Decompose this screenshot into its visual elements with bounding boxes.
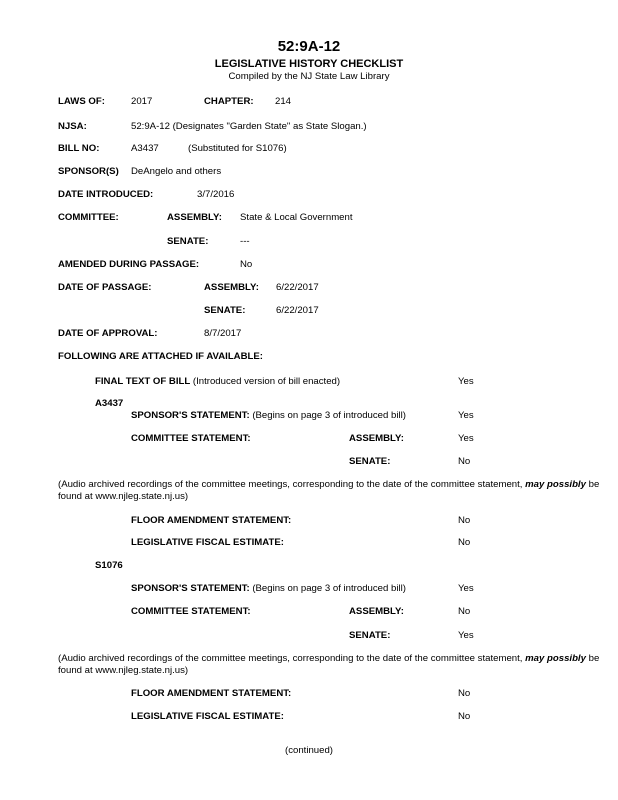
committee-senate-value: --- [240,236,250,247]
chapter-value: 214 [275,96,292,107]
committee-assembly-label: ASSEMBLY: [167,212,222,223]
s-committee-assembly-value: No [458,606,471,617]
a-fiscal-value: No [458,537,471,548]
statute-number: 52:9A-12 [277,38,341,55]
date-of-approval-value: 8/7/2017 [204,328,242,339]
amended-label: AMENDED DURING PASSAGE: [58,259,200,270]
a-audio-emph: may possibly [525,479,586,490]
sponsors-label: SPONSOR(S) [58,166,119,177]
njsa-value: 52:9A-12 (Designates "Garden State" as State Slogan.) [131,121,367,132]
a-committee-senate-value: No [458,456,471,467]
attached-heading: FOLLOWING ARE ATTACHED IF AVAILABLE: [58,351,263,362]
committee-assembly-value: State & Local Government [240,212,353,223]
a-floor-label: FLOOR AMENDMENT STATEMENT: [131,515,292,526]
s-committee-senate-label: SENATE: [349,630,391,641]
s-floor-value: No [458,688,471,699]
amended-value: No [240,259,253,270]
laws-of-value: 2017 [131,96,153,107]
s-audio-prefix: (Audio archived recordings of the committee meetings, corresponding to the date of the committee statement, [58,653,526,664]
s-audio-note [58,653,603,677]
a-sponsor-row [131,410,406,421]
s-bill-number: S1076 [95,560,123,571]
a-sponsor-note: (Begins on page 3 of introduced bill) [252,410,406,421]
s-fiscal-label: LEGISLATIVE FISCAL ESTIMATE: [131,711,284,722]
passage-assembly-value: 6/22/2017 [276,282,319,293]
njsa-label: NJSA: [58,121,87,132]
continued-note: (continued) [285,745,333,756]
a-audio-note [58,479,603,503]
compiled-by: Compiled by the NJ State Law Library [228,71,390,82]
bill-no-label: BILL NO: [58,143,100,154]
a-committee-assembly-label: ASSEMBLY: [349,433,404,444]
a-sponsor-value: Yes [458,410,474,421]
a-fiscal-label: LEGISLATIVE FISCAL ESTIMATE: [131,537,284,548]
committee-senate-label: SENATE: [167,236,209,247]
sponsors-value: DeAngelo and others [131,166,222,177]
final-text-row [95,376,340,387]
bill-no-value: A3437 [131,143,159,154]
final-text-value: Yes [458,376,474,387]
a-floor-value: No [458,515,471,526]
date-of-approval-label: DATE OF APPROVAL: [58,328,158,339]
page-title: LEGISLATIVE HISTORY CHECKLIST [214,58,404,70]
a-audio-prefix: (Audio archived recordings of the committee meetings, corresponding to the date of the committee statement, [58,479,526,490]
passage-senate-value: 6/22/2017 [276,305,319,316]
laws-of-label: LAWS OF: [58,96,105,107]
a-audio-suffix: be found at www.njleg.state.nj.us) [58,479,600,502]
s-sponsor-note: (Begins on page 3 of introduced bill) [252,583,406,594]
s-sponsor-value: Yes [458,583,474,594]
date-of-passage-label: DATE OF PASSAGE: [58,282,152,293]
a-sponsor-label: SPONSOR'S STATEMENT: [131,410,250,421]
a-committee-senate-label: SENATE: [349,456,391,467]
final-text-label: FINAL TEXT OF BILL [95,376,191,387]
s-sponsor-row [131,583,406,594]
s-fiscal-value: No [458,711,471,722]
a-committee-assembly-value: Yes [458,433,474,444]
chapter-label: CHAPTER: [204,96,254,107]
a-committee-label: COMMITTEE STATEMENT: [131,433,251,444]
final-text-note: (Introduced version of bill enacted) [192,376,341,387]
s-audio-emph: may possibly [525,653,586,664]
date-introduced-value: 3/7/2016 [197,189,235,200]
a-bill-number: A3437 [95,398,124,409]
s-committee-senate-value: Yes [458,630,474,641]
date-introduced-label: DATE INTRODUCED: [58,189,154,200]
committee-label: COMMITTEE: [58,212,119,223]
s-committee-assembly-label: ASSEMBLY: [349,606,404,617]
s-audio-suffix: be found at www.njleg.state.nj.us) [58,653,600,676]
passage-senate-label: SENATE: [204,305,246,316]
passage-assembly-label: ASSEMBLY: [204,282,259,293]
s-committee-label: COMMITTEE STATEMENT: [131,606,251,617]
bill-no-note: (Substituted for S1076) [188,143,287,154]
s-sponsor-label: SPONSOR'S STATEMENT: [131,583,250,594]
s-floor-label: FLOOR AMENDMENT STATEMENT: [131,688,292,699]
